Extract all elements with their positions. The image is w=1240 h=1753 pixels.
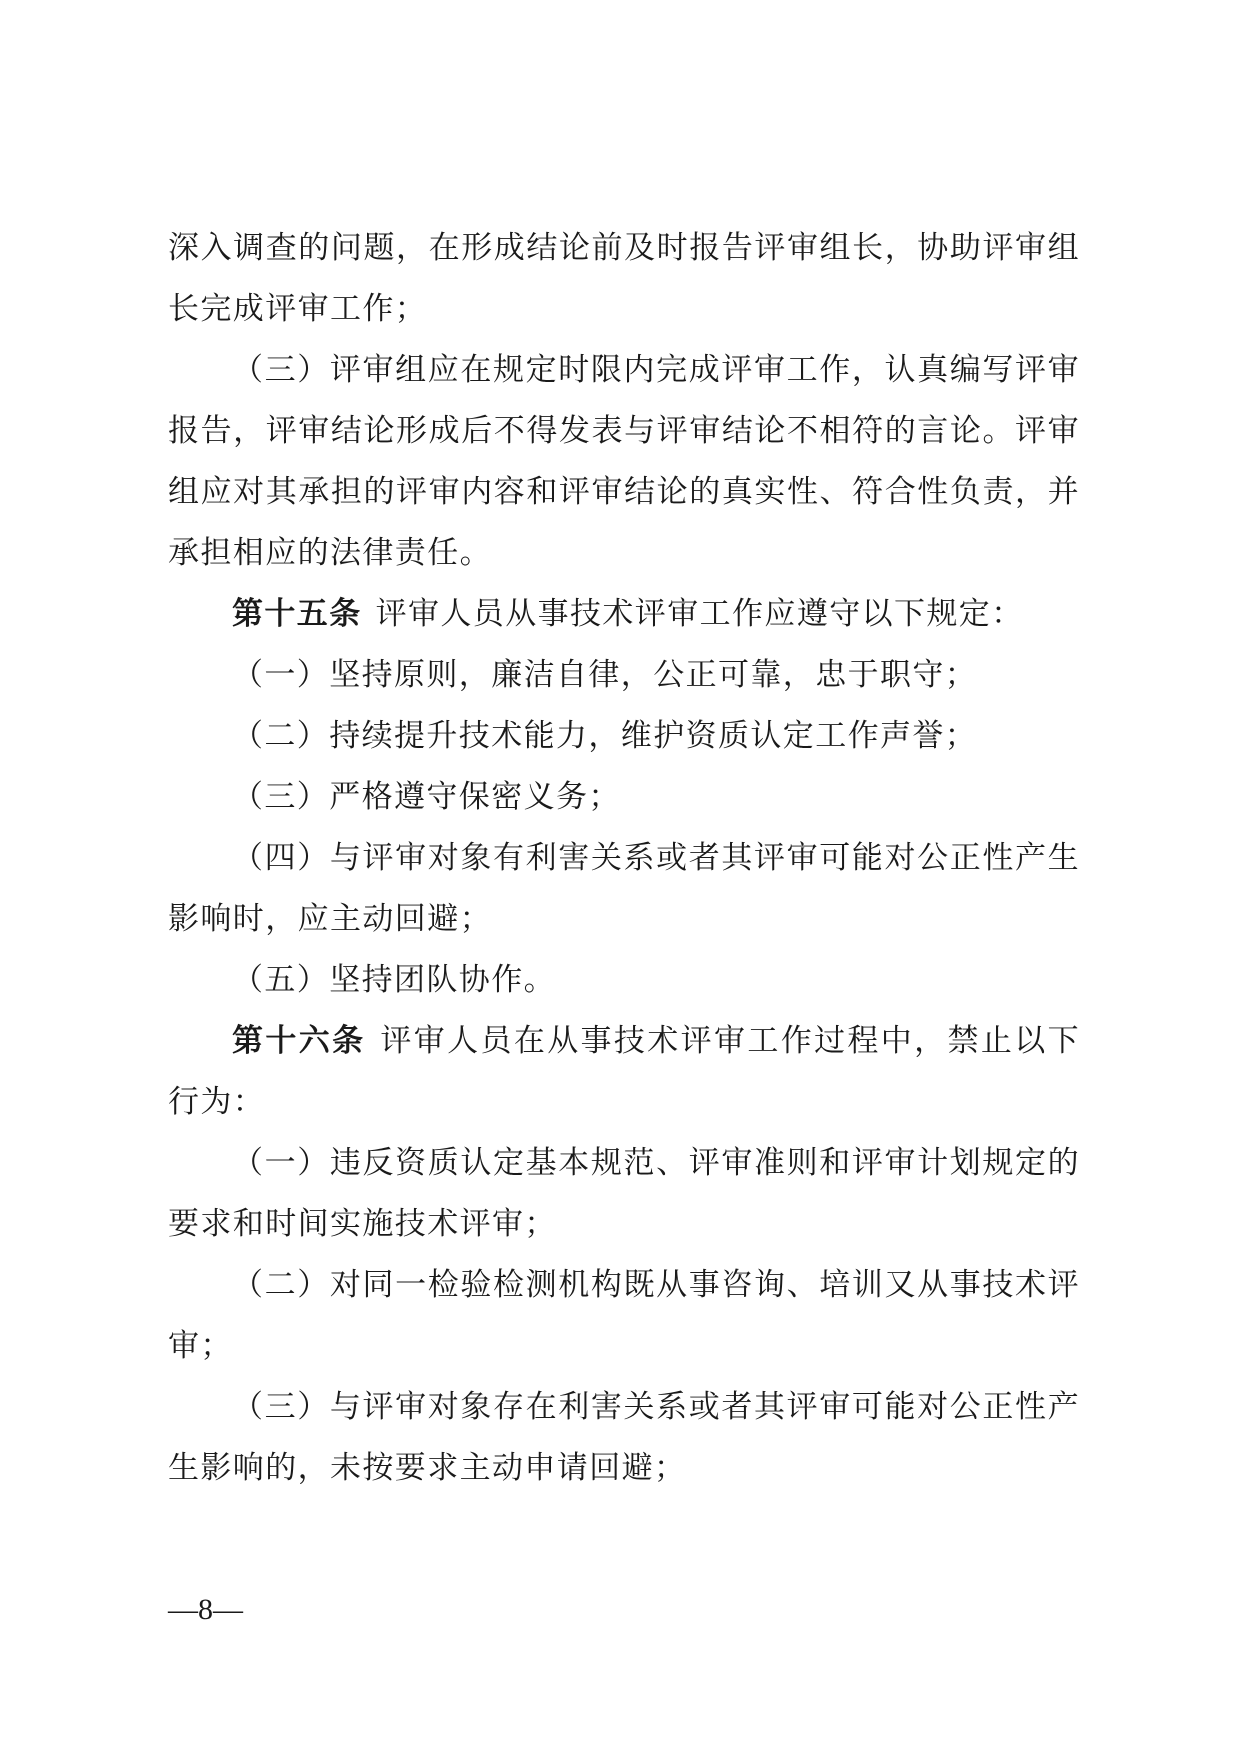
- article-15-item-4: （四）与评审对象有利害关系或者其评审可能对公正性产生影响时，应主动回避；: [168, 840, 1080, 937]
- article-16-label: 第十六条: [232, 1023, 366, 1059]
- article-15: [168, 584, 1080, 645]
- paragraph-continuation: 深入调查的问题，在形成结论前及时报告评审组长，协助评审组长完成评审工作；: [168, 230, 1080, 327]
- document-body: [168, 218, 1080, 1499]
- article-16-text: 评审人员在从事技术评审工作过程中，禁止以下行为：: [168, 1023, 1080, 1120]
- article-16: [168, 1011, 1080, 1133]
- paragraph-item-3: （三）评审组应在规定时限内完成评审工作，认真编写评审报告，评审结论形成后不得发表与评审结论不相符的言论。评审组应对其承担的评审内容和评审结论的真实性、符合性负责，并承担相应的法律责任。: [168, 352, 1080, 571]
- article-15-item-1: （一）坚持原则，廉洁自律，公正可靠，忠于职守；: [232, 657, 978, 693]
- page-number: —8—: [168, 1593, 243, 1626]
- article-15-item-3: （三）严格遵守保密义务；: [232, 779, 621, 815]
- article-15-item-5: （五）坚持团队协作。: [232, 962, 556, 998]
- article-16-item-2: （二）对同一检验检测机构既从事咨询、培训又从事技术评审；: [168, 1267, 1080, 1364]
- article-16-item-1: （一）违反资质认定基本规范、评审准则和评审计划规定的要求和时间实施技术评审；: [168, 1145, 1080, 1242]
- article-15-item-2: （二）持续提升技术能力，维护资质认定工作声誉；: [232, 718, 978, 754]
- article-15-label: 第十五条: [232, 596, 362, 632]
- article-16-item-3: （三）与评审对象存在利害关系或者其评审可能对公正性产生影响的，未按要求主动申请回避；: [168, 1389, 1080, 1486]
- article-15-text: 评审人员从事技术评审工作应遵守以下规定：: [375, 596, 1024, 632]
